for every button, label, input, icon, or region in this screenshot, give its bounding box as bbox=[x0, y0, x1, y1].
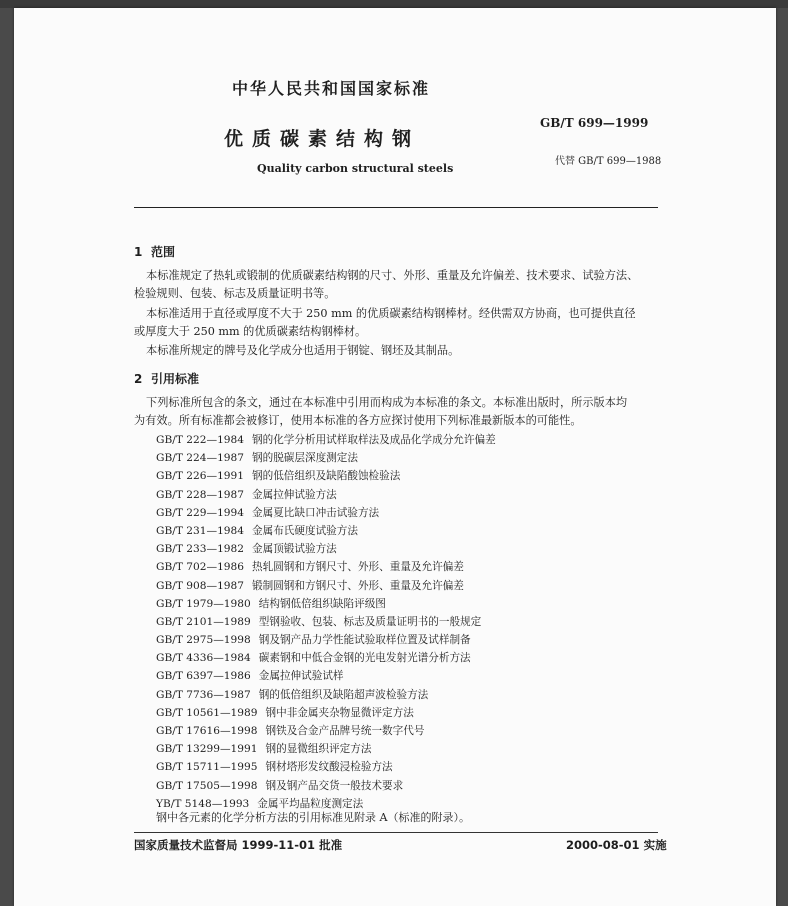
reference-title: 钢中非金属夹杂物显微评定方法 bbox=[265, 706, 414, 719]
reference-list bbox=[156, 431, 496, 813]
reference-title: 钢及钢产品交货一般技术要求 bbox=[265, 779, 404, 792]
reference-code: GB/T 17616—1998 bbox=[156, 725, 258, 737]
reference-item bbox=[156, 449, 496, 467]
reference-item bbox=[156, 777, 496, 795]
document-page bbox=[14, 8, 776, 906]
scope-paragraph-2 bbox=[134, 305, 636, 341]
reference-item bbox=[156, 522, 496, 540]
reference-item bbox=[156, 613, 496, 631]
reference-item bbox=[156, 558, 496, 576]
reference-code: GB/T 13299—1991 bbox=[156, 743, 258, 756]
reference-item bbox=[156, 577, 496, 595]
reference-item bbox=[156, 504, 496, 522]
reference-title: 钢的低倍组织及缺陷超声波检验方法 bbox=[258, 688, 429, 701]
footer-divider bbox=[134, 832, 658, 833]
reference-title: 碳素钢和中低合金钢的光电发射光谱分析方法 bbox=[258, 652, 471, 665]
section-1-heading bbox=[134, 243, 175, 260]
reference-title: 钢的显微组织评定方法 bbox=[265, 743, 372, 756]
text-line: 或厚度大于 250 mm 的优质碳素结构钢棒材。 bbox=[134, 325, 367, 338]
reference-item bbox=[156, 667, 496, 685]
reference-title: 金属拉伸试验方法 bbox=[252, 488, 337, 501]
english-title: Quality carbon structural steels bbox=[257, 162, 454, 175]
text-line: 本标准适用于直径或厚度不大于 250 mm 的优质碳素结构钢棒材。经供需双方协商，也可提供直径 bbox=[146, 307, 636, 320]
reference-title: 结构钢低倍组织缺陷评级图 bbox=[258, 597, 386, 610]
reference-code: GB/T 908—1987 bbox=[156, 579, 245, 592]
standard-header: 中华人民共和国国家标准 bbox=[232, 79, 431, 98]
reference-code: GB/T 228—1987 bbox=[156, 488, 245, 501]
reference-item bbox=[156, 686, 496, 704]
reference-code: GB/T 17505—1998 bbox=[156, 779, 258, 792]
text-line: 本标准所规定的牌号及化学成分也适用于钢锭、钢坯及其制品。 bbox=[146, 344, 460, 357]
section-title: 范围 bbox=[151, 245, 176, 259]
reference-item bbox=[156, 467, 496, 485]
reference-code: GB/T 231—1984 bbox=[156, 524, 245, 537]
reference-code: GB/T 233—1982 bbox=[156, 543, 245, 556]
reference-code: GB/T 224—1987 bbox=[156, 452, 245, 465]
reference-item bbox=[156, 595, 496, 613]
section-title: 引用标准 bbox=[151, 372, 200, 386]
reference-code: GB/T 1979—1980 bbox=[156, 597, 251, 610]
reference-code: GB/T 2101—1989 bbox=[156, 615, 251, 628]
text-line: 下列标准所包含的条文，通过在本标准中引用而构成为本标准的条文。本标准出版时，所示版本均 bbox=[146, 396, 628, 409]
reference-item bbox=[156, 431, 496, 449]
reference-item bbox=[156, 540, 496, 558]
replaces-standard: 代替 GB/T 699—1988 bbox=[555, 156, 662, 167]
reference-item bbox=[156, 758, 496, 776]
reference-item bbox=[156, 740, 496, 758]
reference-title: 型钢验收、包装、标志及质量证明书的一般规定 bbox=[258, 615, 482, 628]
scope-paragraph-3 bbox=[146, 342, 459, 360]
reference-title: 钢及钢产品力学性能试验取样位置及试样制备 bbox=[258, 634, 471, 647]
reference-code: GB/T 702—1986 bbox=[156, 561, 245, 574]
reference-code: GB/T 222—1984 bbox=[156, 434, 245, 446]
header-divider bbox=[134, 207, 658, 208]
reference-title: 金属平均晶粒度测定法 bbox=[257, 797, 364, 810]
document-title: 优质碳素结构钢 bbox=[224, 128, 421, 150]
reference-item bbox=[156, 631, 496, 649]
reference-code: GB/T 15711—1995 bbox=[156, 761, 258, 774]
reference-code: GB/T 6397—1986 bbox=[156, 670, 251, 683]
section-2-heading bbox=[134, 370, 199, 387]
approval-line: 国家质量技术监督局 1999-11-01 批准 bbox=[134, 838, 343, 852]
reference-title: 金属布氏硬度试验方法 bbox=[252, 524, 358, 537]
reference-item bbox=[156, 704, 496, 722]
viewer-toolbar-strip bbox=[0, 0, 788, 8]
reference-title: 金属顶锻试验方法 bbox=[252, 543, 337, 556]
scope-paragraph-1 bbox=[134, 267, 638, 303]
reference-title: 锻制圆钢和方钢尺寸、外形、重量及允许偏差 bbox=[252, 579, 464, 592]
reference-title: 热轧圆钢和方钢尺寸、外形、重量及允许偏差 bbox=[252, 561, 464, 574]
section-number: 1 bbox=[134, 245, 143, 259]
standard-number: GB/T 699—1999 bbox=[540, 116, 649, 130]
reference-title: 金属夏比缺口冲击试验方法 bbox=[252, 506, 380, 519]
reference-item bbox=[156, 649, 496, 667]
reference-code: GB/T 2975—1998 bbox=[156, 634, 251, 647]
reference-title: 钢材塔形发纹酸浸检验方法 bbox=[265, 761, 393, 774]
text-line: 本标准规定了热轧或锻制的优质碳素结构钢的尺寸、外形、重量及允许偏差、技术要求、试验方法、 bbox=[146, 269, 639, 282]
reference-code: YB/T 5148—1993 bbox=[156, 797, 250, 810]
text-line: 检验规则、包装、标志及质量证明书等。 bbox=[134, 287, 336, 300]
reference-code: GB/T 4336—1984 bbox=[156, 652, 251, 665]
reference-title: 钢的低倍组织及缺陷酸蚀检验法 bbox=[252, 470, 401, 483]
reference-title: 金属拉伸试验试样 bbox=[258, 670, 344, 683]
reference-item bbox=[156, 486, 496, 504]
reference-code: GB/T 226—1991 bbox=[156, 470, 245, 483]
implementation-date: 2000-08-01 实施 bbox=[566, 838, 667, 852]
reference-title: 钢铁及合金产品牌号统一数字代号 bbox=[265, 725, 425, 737]
reference-item bbox=[156, 722, 496, 740]
section-number: 2 bbox=[134, 372, 143, 386]
text-line: 为有效。所有标准都会被修订，使用本标准的各方应探讨使用下列标准最新版本的可能性。 bbox=[134, 414, 582, 427]
reference-title: 钢的脱碳层深度测定法 bbox=[252, 452, 358, 465]
reference-title: 钢的化学分析用试样取样法及成品化学成分允许偏差 bbox=[252, 434, 496, 446]
reference-code: GB/T 7736—1987 bbox=[156, 688, 251, 701]
reference-code: GB/T 229—1994 bbox=[156, 506, 245, 519]
reference-code: GB/T 10561—1989 bbox=[156, 706, 258, 719]
references-intro bbox=[134, 394, 627, 430]
closing-note: 钢中各元素的化学分析方法的引用标准见附录 A（标准的附录）。 bbox=[156, 811, 470, 824]
